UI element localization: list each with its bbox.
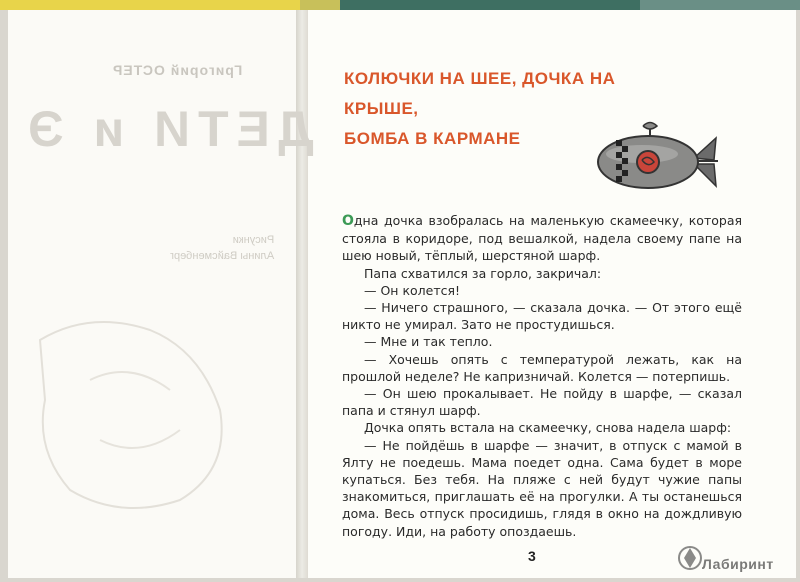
story-text	[342, 212, 742, 540]
book-gutter	[296, 10, 308, 578]
drop-cap: О	[342, 213, 354, 229]
story-paragraph-1-text: дна дочка взобралась на маленькую скамеечку, которая стояла в коридоре, под вешалкой, надела своему папе на шею новый, тёплый, шерстяной шарф.	[342, 213, 742, 264]
bomb-illustration	[590, 120, 720, 200]
story-paragraph: Дочка опять встала на скамеечку, снова надела шарф:	[364, 420, 732, 436]
story-paragraph: — Мне и так тепло.	[364, 334, 493, 350]
book-cover-edge	[0, 0, 800, 10]
story-paragraph: — Хочешь опять с температурой лежать, как на прошлой неделе? Не капризничай. Колется — потерпишь.	[342, 351, 742, 384]
story-paragraph: Папа схватился за горло, закричал:	[364, 265, 602, 281]
page-number: 3	[528, 548, 536, 564]
story-paragraph-1	[342, 212, 742, 265]
chapter-title-line-1: КОЛЮЧКИ НА ШЕЕ, ДОЧКА НА КРЫШЕ,	[344, 69, 616, 118]
ghost-sketch-illustration	[30, 300, 240, 520]
ghost-book-title: ДЕТИ и Э	[20, 101, 314, 157]
story-paragraph: — Он колется!	[364, 282, 461, 298]
story-paragraph: — Не пойдёшь в шарфе — значит, в отпуск с мамой в Ялту не поедешь. Мама поедет одна. Сама будет в море купаться. Без тебя. На пляже с ней будут чужие папы знакомиться, приглашать её на прогулки. А ты останешься дома. Весь отпуск просидишь, глядя в окно на дождливую погоду. Иди, на работу опоздаешь.	[342, 437, 742, 539]
ghost-author-text: Григорий ОСТЕР	[112, 62, 243, 78]
ghost-illustrator-line-1: Рисунки	[232, 234, 275, 246]
watermark-text: Лабиринт	[702, 556, 774, 572]
story-paragraph: — Он шею прокалывает. Не пойду в шарфе, — сказал папа и стянул шарф.	[342, 386, 742, 419]
chapter-title-line-2: БОМБА В КАРМАНЕ	[344, 129, 521, 148]
ghost-illustrator-line-2: Алины Вайсменберг	[170, 250, 275, 262]
story-paragraph: — Ничего страшного, — сказала дочка. — От этого ещё никто не умирал. Зато не простудишься.	[342, 300, 742, 333]
ghost-illustrator-credit	[170, 232, 274, 264]
